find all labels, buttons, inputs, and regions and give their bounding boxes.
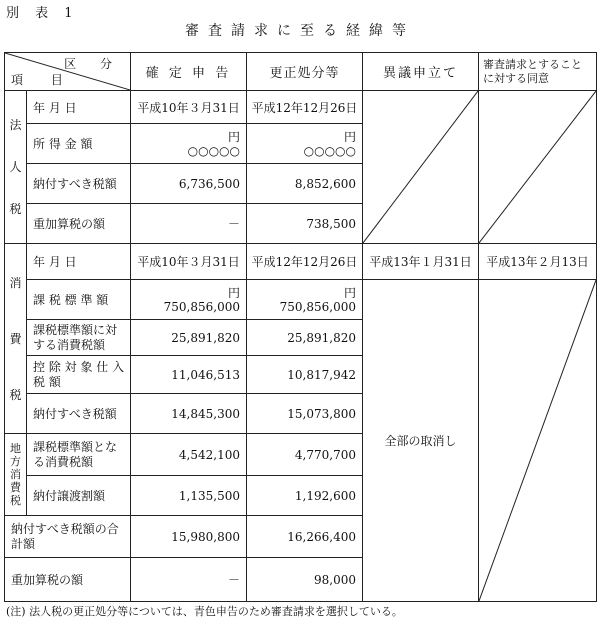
shouhi-date-row [5,244,597,280]
houjin-kousei-penalty: 738,500 [247,204,363,244]
row-label: 課 税 標 準 額 [27,280,131,320]
diagonal-line [479,91,596,243]
shouhi-kousei-consumption: 25,891,820 [247,320,363,356]
houjin-kakutei-date: 平成10年３月31日 [131,91,247,124]
houjin-tax-label [5,91,27,244]
igi-result-cell [363,280,479,602]
shouhi-kakutei-deduction: 11,046,513 [131,356,247,394]
shouhi-kousei-date: 平成12年12月26日 [247,244,363,280]
houjin-kousei-income [247,124,363,164]
shouhi-kakutei-tax: 14,845,300 [131,394,247,434]
houjin-doui-empty [479,91,597,244]
yen-unit: 円 [343,129,356,144]
document-title: 審査請求に至る経緯等 [185,23,415,39]
row-label: 納付すべき税額 [27,394,131,434]
houjin-label-char-3: 税 [9,202,22,216]
amount: 750,856,000 [279,299,356,314]
amount: 750,856,000 [163,299,240,314]
row-label: 年 月 日 [27,244,131,280]
header-item-label: 項 目 [11,73,75,87]
chihou-tax-label: 地方消費税 [5,434,27,516]
shouhi-base-row [5,280,597,320]
redacted-amount: ○○○○○ [303,143,356,158]
shouhi-kakutei-date: 平成10年３月31日 [131,244,247,280]
houjin-kakutei-income [131,124,247,164]
header-kakutei: 確 定 申 告 [131,53,247,91]
row-label: 課税標準額となる消費税額 [27,434,131,476]
row-label: 納付譲渡割額 [27,476,131,516]
chihou-kakutei-base: 4,542,100 [131,434,247,476]
row-label: 所 得 金 額 [27,124,131,164]
diagonal-line [479,280,596,601]
houjin-kousei-tax: 8,852,600 [247,164,363,204]
shouhi-tax-label [5,244,27,434]
chihou-kousei-tax: 1,192,600 [247,476,363,516]
chihou-kakutei-tax: 1,135,500 [131,476,247,516]
houjin-label-char-2: 人 [9,160,22,174]
shouhi-kousei-base [247,280,363,320]
houjin-kousei-date: 平成12年12月26日 [247,91,363,124]
header-kousei: 更正処分等 [247,53,363,91]
total-kakutei-tax: 15,980,800 [131,516,247,558]
shouhi-label-char-2: 費 [9,331,22,346]
redacted-amount: ○○○○○ [187,143,240,158]
chihou-kousei-base: 4,770,700 [247,434,363,476]
yen-unit: 円 [343,285,356,300]
yen-unit: 円 [227,129,240,144]
row-label: 年 月 日 [27,91,131,124]
shouhi-doui-date: 平成13年２月13日 [479,244,597,280]
shouhi-label-char-3: 税 [9,387,22,402]
header-corner-cell [5,53,131,91]
total-kousei-penalty: 98,000 [247,558,363,602]
row-label: 控 除 対 象 仕 入 税 額 [27,356,131,394]
header-doui: 審査請求とすることに対する同意 [479,53,597,91]
history-table [4,52,597,602]
shouhi-igi-date: 平成13年１月31日 [363,244,479,280]
shouhi-kakutei-base [131,280,247,320]
page-label: 別 表 1 [6,6,79,21]
yen-unit: 円 [227,285,240,300]
header-category-label: 区 分 [64,57,122,71]
houjin-kakutei-penalty: － [131,204,247,244]
diagonal-line [363,91,478,243]
shouhi-kousei-deduction: 10,817,942 [247,356,363,394]
igi-result: 全部の取消し [384,434,457,448]
houjin-kakutei-tax: 6,736,500 [131,164,247,204]
total-kousei-tax: 16,266,400 [247,516,363,558]
houjin-label-char-1: 法 [9,118,22,132]
houjin-date-row [5,91,597,124]
row-label: 重加算税の額 [27,204,131,244]
row-label: 重加算税の額 [5,558,131,602]
row-label: 納付すべき税額 [27,164,131,204]
shouhi-kousei-tax: 15,073,800 [247,394,363,434]
doui-empty [479,280,597,602]
header-row [5,53,597,91]
row-label: 課税標準額に対する消費税額 [27,320,131,356]
row-label: 納付すべき税額の合計額 [5,516,131,558]
shouhi-kakutei-consumption: 25,891,820 [131,320,247,356]
shouhi-label-char-1: 消 [9,275,22,290]
houjin-igi-empty [363,91,479,244]
footnote: (注) 法人税の更正処分等については、青色申告のため審査請求を選択している。 [6,605,403,618]
header-igi: 異議申立て [363,53,479,91]
total-kakutei-penalty: － [131,558,247,602]
